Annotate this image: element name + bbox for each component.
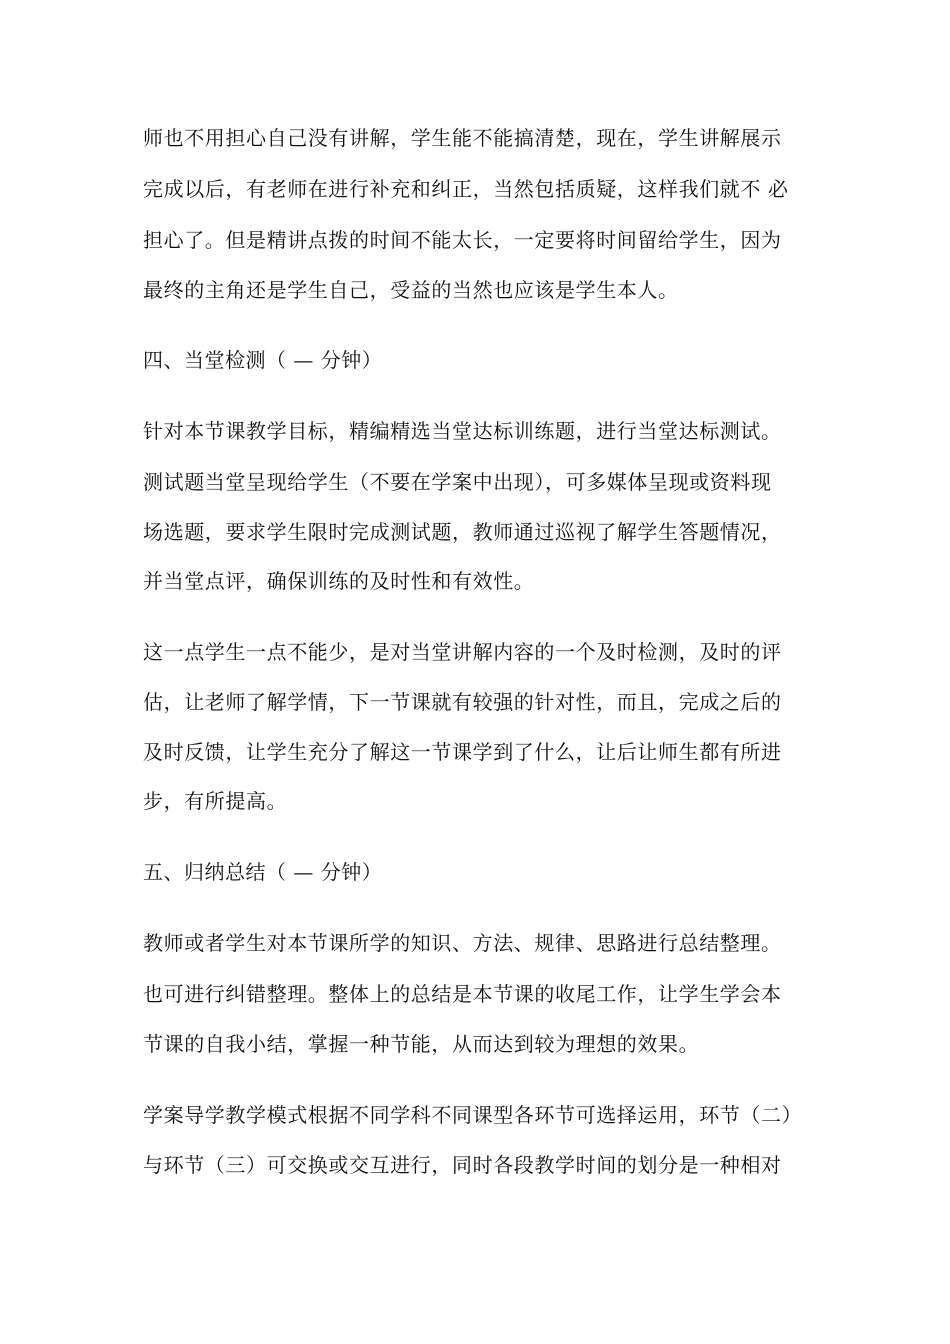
paragraph-6-line-3: 节课的自我小结，掌握一种节能，从而达到较为理想的效果。	[143, 1032, 700, 1056]
paragraph-3-line-4: 并当堂点评，确保训练的及时性和有效性。	[143, 569, 535, 593]
section-heading-4: 四、当堂检测（ — 分钟）	[143, 348, 383, 372]
paragraph-4-line-3: 及时反馈，让学生充分了解这一节课学到了什么，让后让师生都有所进	[143, 740, 782, 764]
paragraph-4-line-2: 估，让老师了解学情，下一节课就有较强的针对性，而且，完成之后的	[143, 690, 782, 714]
paragraph-7-line-1: 学案导学教学模式根据不同学科不同课型各环节可选择运用，环节（二）	[143, 1103, 803, 1127]
paragraph-4-line-1: 这一点学生一点不能少，是对当堂讲解内容的一个及时检测，及时的评	[143, 640, 782, 664]
paragraph-1-line-4: 最终的主角还是学生自己，受益的当然也应该是学生本人。	[143, 278, 679, 302]
paragraph-6-line-1: 教师或者学生对本节课所学的知识、方法、规律、思路进行总结整理。	[143, 931, 782, 955]
paragraph-4-line-4: 步，有所提高。	[143, 789, 288, 813]
paragraph-1-line-1: 师也不用担心自己没有讲解，学生能不能搞清楚，现在，学生讲解展示	[143, 126, 782, 150]
paragraph-3-line-2: 测试题当堂呈现给学生（不要在学案中出现），可多媒体呈现或资料现	[143, 470, 772, 494]
paragraph-1-line-2: 完成以后，有老师在进行补充和纠正，当然包括质疑，这样我们就不 必	[143, 177, 789, 201]
paragraph-6-line-2: 也可进行纠错整理。整体上的总结是本节课的收尾工作，让学生学会本	[143, 982, 782, 1006]
paragraph-3-line-1: 针对本节课教学目标，精编精选当堂达标训练题，进行当堂达标测试。	[143, 419, 782, 443]
paragraph-7-line-2: 与环节（三）可交换或交互进行，同时各段教学时间的划分是一种相对	[143, 1153, 782, 1177]
paragraph-3-line-3: 场选题，要求学生限时完成测试题，教师通过巡视了解学生答题情况，	[143, 520, 782, 544]
section-heading-5: 五、归纳总结（ — 分钟）	[143, 860, 383, 884]
paragraph-1-line-3: 担心了。但是精讲点拨的时间不能太长，一定要将时间留给学生，因为	[143, 228, 782, 252]
